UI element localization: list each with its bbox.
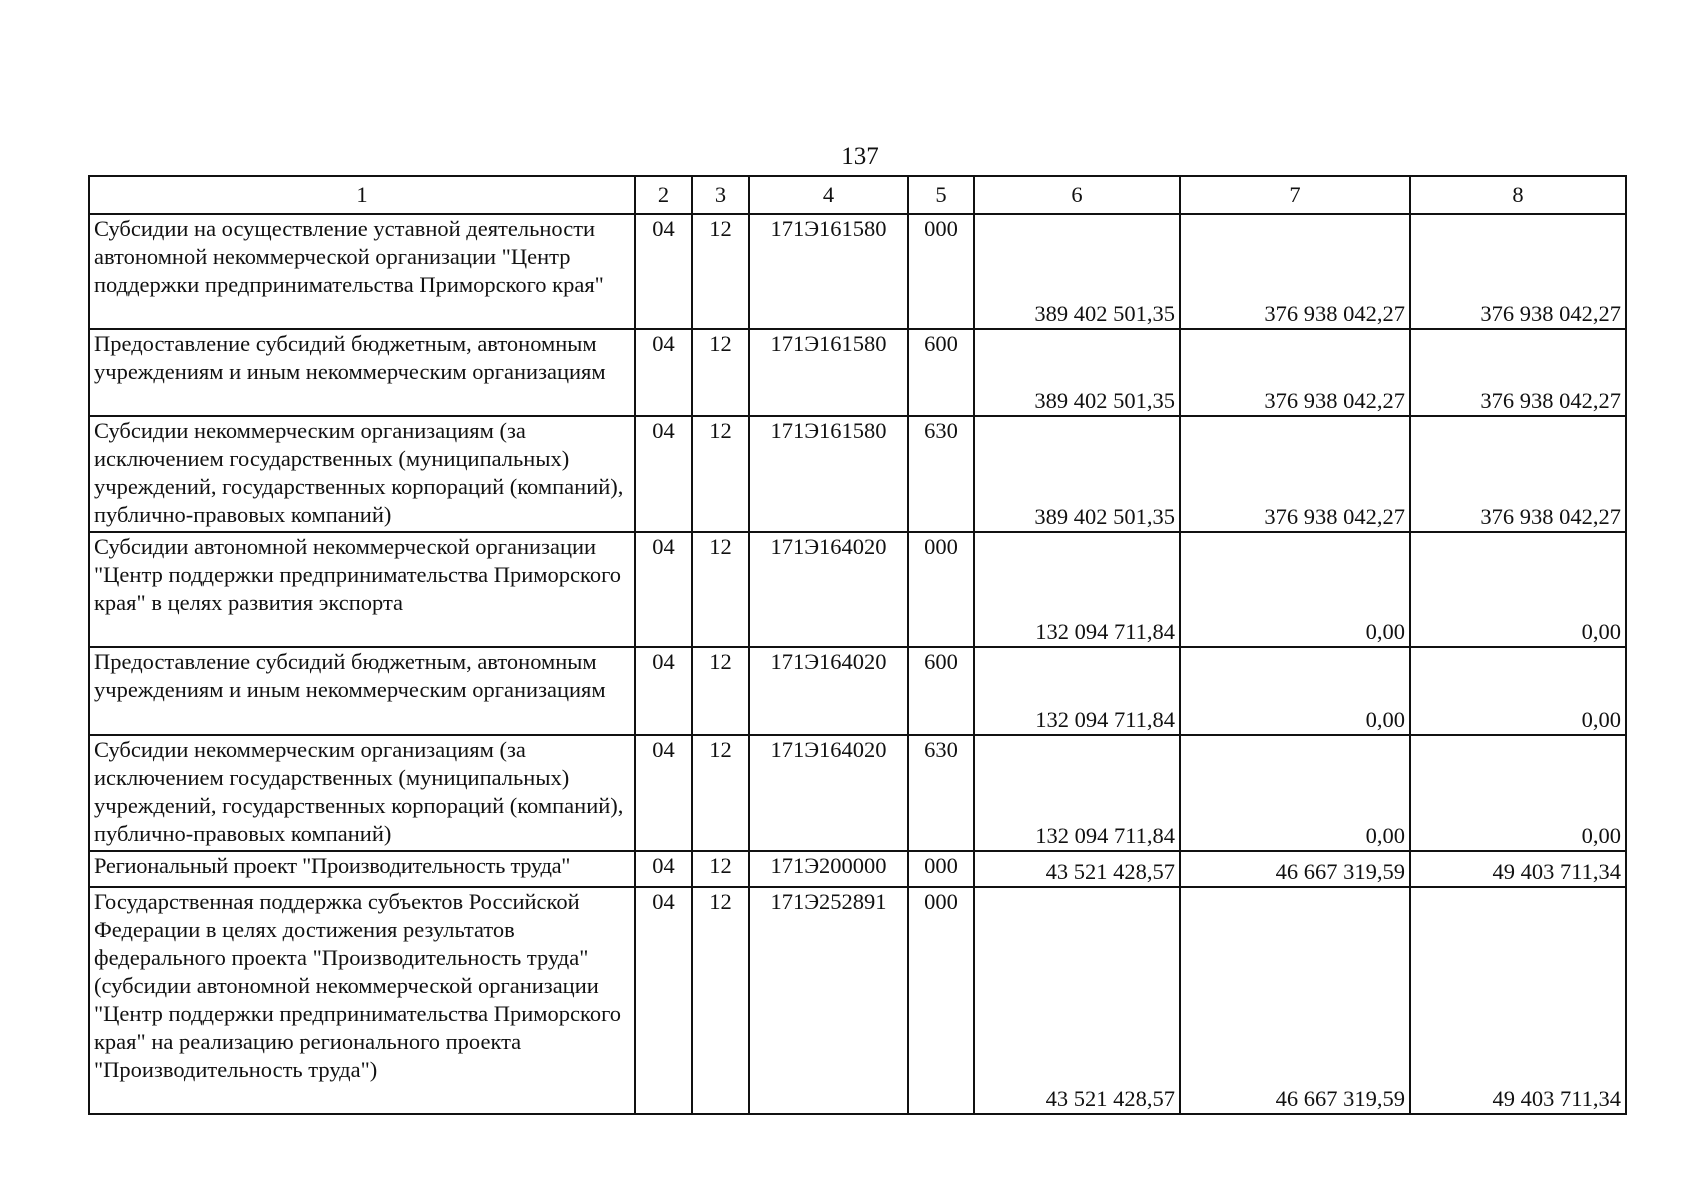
row-name: Субсидии на осуществление уставной деятельности автономной некоммерческой организации "Центр поддержки предпринимательства Приморского края" bbox=[89, 214, 635, 329]
row-amount-8 bbox=[1410, 416, 1626, 532]
header-cell-2: 2 bbox=[635, 176, 692, 214]
row-amount-8 bbox=[1410, 887, 1626, 1114]
row-name: Субсидии некоммерческим организациям (за исключением государственных (муниципальных) учреждений, государственных корпораций (компаний), публично-правовых компаний) bbox=[89, 416, 635, 532]
table-row bbox=[89, 329, 1626, 416]
row-amount-6 bbox=[974, 416, 1180, 532]
row-amount-7 bbox=[1180, 735, 1410, 851]
amount-value: 43 521 428,57 bbox=[1045, 859, 1175, 884]
row-amount-7 bbox=[1180, 214, 1410, 329]
row-name: Субсидии некоммерческим организациям (за исключением государственных (муниципальных) учреждений, государственных корпораций (компаний), публично-правовых компаний) bbox=[89, 735, 635, 851]
row-target-code: 171Э161580 bbox=[749, 329, 908, 416]
row-expense-type: 600 bbox=[908, 647, 974, 735]
amount-value: 389 402 501,35 bbox=[1034, 388, 1175, 413]
row-name: Региональный проект "Производительность труда" bbox=[89, 851, 635, 887]
table-header-row bbox=[89, 176, 1626, 214]
amount-value: 46 667 319,59 bbox=[1275, 1086, 1405, 1111]
amount-value: 43 521 428,57 bbox=[1045, 1086, 1175, 1111]
row-amount-6 bbox=[974, 647, 1180, 735]
amount-value: 0,00 bbox=[1581, 707, 1621, 732]
table-row bbox=[89, 887, 1626, 1114]
row-amount-6 bbox=[974, 887, 1180, 1114]
amount-value: 376 938 042,27 bbox=[1480, 504, 1621, 529]
row-amount-7 bbox=[1180, 329, 1410, 416]
amount-value: 376 938 042,27 bbox=[1480, 388, 1621, 413]
amount-value: 49 403 711,34 bbox=[1492, 1086, 1621, 1111]
row-name: Субсидии автономной некоммерческой организации "Центр поддержки предпринимательства Приморского края" в целях развития экспорта bbox=[89, 532, 635, 647]
amount-value: 389 402 501,35 bbox=[1034, 504, 1175, 529]
table-row bbox=[89, 735, 1626, 851]
row-amount-6 bbox=[974, 532, 1180, 647]
amount-value: 49 403 711,34 bbox=[1492, 859, 1621, 884]
amount-value: 132 094 711,84 bbox=[1035, 823, 1175, 848]
row-amount-8 bbox=[1410, 647, 1626, 735]
header-cell-4: 4 bbox=[749, 176, 908, 214]
row-amount-7 bbox=[1180, 532, 1410, 647]
row-amount-8 bbox=[1410, 735, 1626, 851]
header-cell-3: 3 bbox=[692, 176, 749, 214]
table-row bbox=[89, 214, 1626, 329]
row-amount-7 bbox=[1180, 851, 1410, 887]
row-section: 04 bbox=[635, 329, 692, 416]
row-subsection: 12 bbox=[692, 329, 749, 416]
table-row bbox=[89, 532, 1626, 647]
amount-value: 376 938 042,27 bbox=[1264, 388, 1405, 413]
amount-value: 376 938 042,27 bbox=[1264, 504, 1405, 529]
row-amount-7 bbox=[1180, 887, 1410, 1114]
amount-value: 132 094 711,84 bbox=[1035, 619, 1175, 644]
row-amount-6 bbox=[974, 329, 1180, 416]
row-section: 04 bbox=[635, 851, 692, 887]
row-expense-type: 000 bbox=[908, 214, 974, 329]
row-subsection: 12 bbox=[692, 735, 749, 851]
row-amount-8 bbox=[1410, 851, 1626, 887]
row-subsection: 12 bbox=[692, 647, 749, 735]
row-section: 04 bbox=[635, 532, 692, 647]
row-section: 04 bbox=[635, 647, 692, 735]
row-expense-type: 630 bbox=[908, 416, 974, 532]
table-row bbox=[89, 851, 1626, 887]
amount-value: 376 938 042,27 bbox=[1264, 301, 1405, 326]
table-row bbox=[89, 647, 1626, 735]
row-amount-8 bbox=[1410, 329, 1626, 416]
header-cell-8: 8 bbox=[1410, 176, 1626, 214]
row-subsection: 12 bbox=[692, 214, 749, 329]
row-target-code: 171Э252891 bbox=[749, 887, 908, 1114]
row-expense-type: 000 bbox=[908, 851, 974, 887]
amount-value: 46 667 319,59 bbox=[1275, 859, 1405, 884]
header-cell-1: 1 bbox=[89, 176, 635, 214]
row-section: 04 bbox=[635, 214, 692, 329]
row-target-code: 171Э164020 bbox=[749, 647, 908, 735]
row-expense-type: 000 bbox=[908, 532, 974, 647]
row-amount-7 bbox=[1180, 647, 1410, 735]
budget-table bbox=[88, 175, 1627, 1115]
row-name: Предоставление субсидий бюджетным, автономным учреждениям и иным некоммерческим организациям bbox=[89, 647, 635, 735]
row-expense-type: 600 bbox=[908, 329, 974, 416]
row-amount-6 bbox=[974, 851, 1180, 887]
row-amount-8 bbox=[1410, 532, 1626, 647]
row-amount-7 bbox=[1180, 416, 1410, 532]
amount-value: 132 094 711,84 bbox=[1035, 707, 1175, 732]
row-section: 04 bbox=[635, 416, 692, 532]
row-subsection: 12 bbox=[692, 416, 749, 532]
row-expense-type: 000 bbox=[908, 887, 974, 1114]
header-cell-7: 7 bbox=[1180, 176, 1410, 214]
amount-value: 0,00 bbox=[1365, 619, 1405, 644]
row-target-code: 171Э161580 bbox=[749, 416, 908, 532]
row-amount-8 bbox=[1410, 214, 1626, 329]
row-expense-type: 630 bbox=[908, 735, 974, 851]
amount-value: 0,00 bbox=[1365, 823, 1405, 848]
row-name: Предоставление субсидий бюджетным, автономным учреждениям и иным некоммерческим организациям bbox=[89, 329, 635, 416]
amount-value: 0,00 bbox=[1581, 619, 1621, 644]
row-amount-6 bbox=[974, 214, 1180, 329]
amount-value: 389 402 501,35 bbox=[1034, 301, 1175, 326]
row-subsection: 12 bbox=[692, 532, 749, 647]
page-number: 137 bbox=[841, 143, 879, 170]
row-section: 04 bbox=[635, 887, 692, 1114]
row-target-code: 171Э161580 bbox=[749, 214, 908, 329]
row-amount-6 bbox=[974, 735, 1180, 851]
row-subsection: 12 bbox=[692, 887, 749, 1114]
row-subsection: 12 bbox=[692, 851, 749, 887]
amount-value: 376 938 042,27 bbox=[1480, 301, 1621, 326]
amount-value: 0,00 bbox=[1581, 823, 1621, 848]
row-name: Государственная поддержка субъектов Российской Федерации в целях достижения результатов федерального проекта "Производительность труда" (субсидии автономной некоммерческой организации "Центр поддержки предпринимательства Приморского края" на реализацию регионального проекта "Производительность труда") bbox=[89, 887, 635, 1114]
header-cell-6: 6 bbox=[974, 176, 1180, 214]
header-cell-5: 5 bbox=[908, 176, 974, 214]
row-target-code: 171Э200000 bbox=[749, 851, 908, 887]
amount-value: 0,00 bbox=[1365, 707, 1405, 732]
row-target-code: 171Э164020 bbox=[749, 735, 908, 851]
row-section: 04 bbox=[635, 735, 692, 851]
row-target-code: 171Э164020 bbox=[749, 532, 908, 647]
table-row bbox=[89, 416, 1626, 532]
